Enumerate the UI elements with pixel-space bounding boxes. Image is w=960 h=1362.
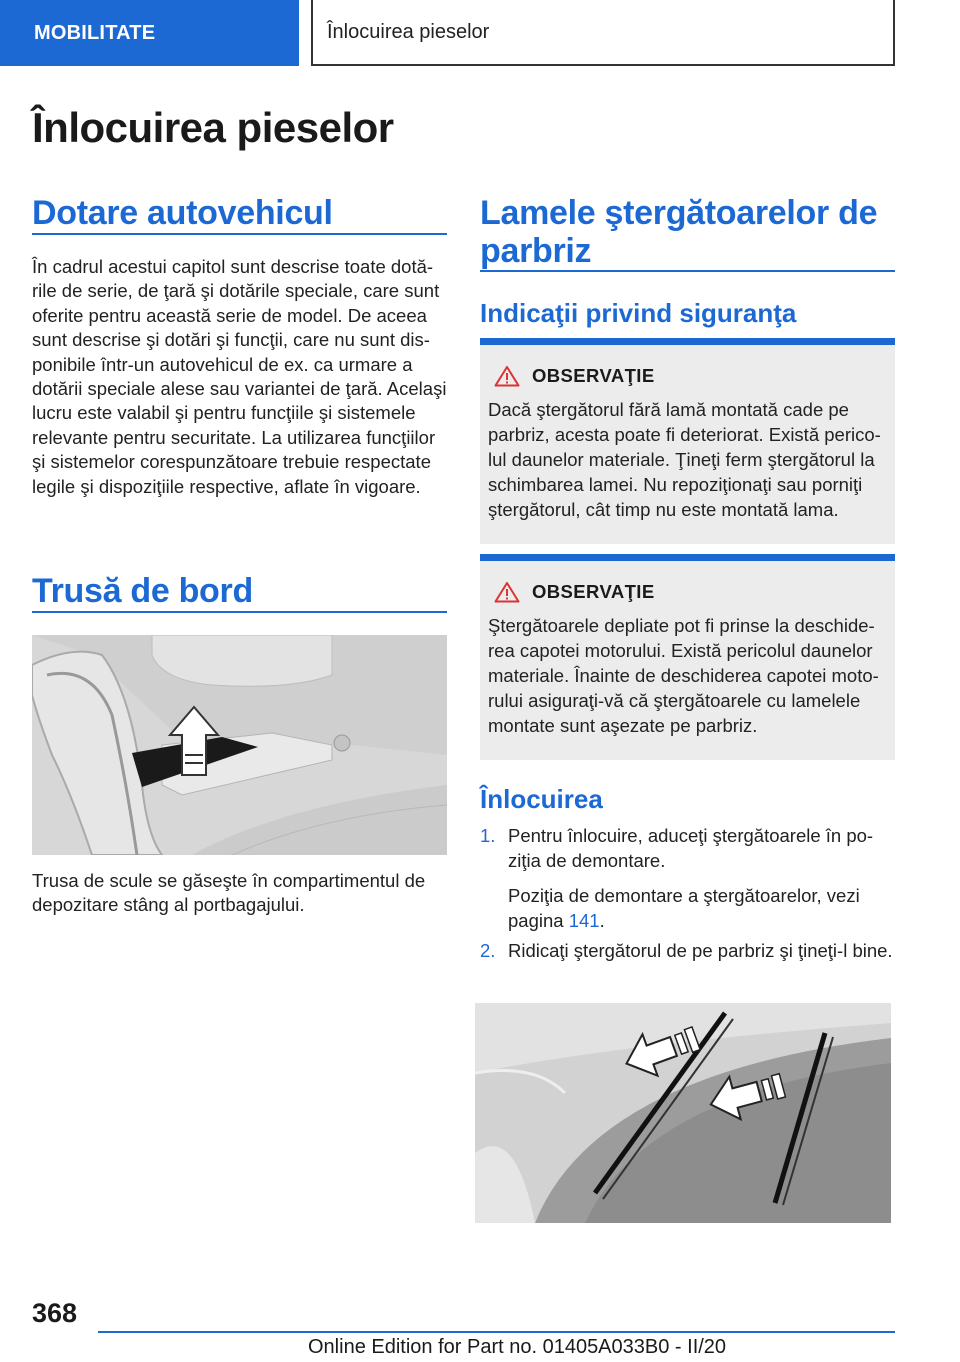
section-heading-dotare: Dotare autovehicul — [32, 194, 333, 232]
trunk-toolkit-illustration — [32, 635, 447, 855]
wiper-illustration — [475, 1003, 891, 1223]
trusa-caption: Trusa de scule se găseşte în compartimentul de depozitare stâng al portbagajului. — [32, 870, 426, 916]
heading-rule — [480, 270, 895, 272]
step-subtext — [508, 883, 895, 933]
page-title: Înlocuirea pieselor — [32, 104, 394, 151]
note-text: Ştergătoarele depliate pot fi prinse la deschiderea capotei motorului. Există pericolul daunelor materiale. Înainte de deschiderea capotei motorului asiguraţi‑vă că ştergătoarele cu lamelele montate sunt aşezate pe parbriz. — [488, 615, 879, 736]
section-tab: MOBILITATE — [0, 0, 299, 66]
section-heading-lamele: Lamele ştergătoarelor de parbriz — [480, 194, 878, 270]
note-title: OBSERVAŢIE — [532, 581, 655, 602]
replace-heading: Înlocuirea — [480, 784, 603, 814]
note-title: OBSERVAŢIE — [532, 365, 655, 386]
edition-line: Online Edition for Part no. 01405A033B0 - II/20 — [308, 1336, 727, 1358]
step-number: 2. — [480, 940, 496, 961]
list-item — [480, 938, 895, 963]
step-text: Pentru înlocuire, aduceţi ştergătoarele în poziţia de demontare. — [508, 825, 874, 871]
page-number: 368 — [32, 1298, 78, 1328]
safety-heading: Indicaţii privind siguranţa — [480, 298, 797, 328]
heading-rule — [32, 233, 447, 235]
step-subtext-suffix: . — [599, 910, 605, 931]
heading-rule — [32, 611, 447, 613]
dotare-paragraph: În cadrul acestui capitol sunt descrise toate dotările de serie, de ţară şi dotările speciale, care sunt oferite pentru această serie de model. De aceea sunt descrise şi dotări şi funcţii, care nu sunt disponibile într‑un autovehicul de ex. ca urmare a dotării speciale alese sau variantei de ţară. Acelaşi lucru este valabil şi pentru funcţiile şi sistemele relevante pentru securitate. La utilizarea funcţiilor şi sistemelor corespunzătoare trebuie respectate legile şi dispoziţiile respective, aflate în vigoare. — [32, 256, 447, 497]
step-number: 1. — [480, 825, 496, 846]
note-text: Dacă ştergătorul fără lamă montată cade pe parbriz, acesta poate fi deteriorat. Există pericolul daunelor materiale. Ţineţi ferm ştergătorul la schimbarea lamei. Nu repoziţionaţi sau porniţi ştergătorul, cât timp nu este montată lama. — [488, 399, 881, 520]
page-link[interactable]: 141 — [568, 910, 600, 931]
chapter-header: Înlocuirea pieselor — [311, 0, 895, 66]
list-item — [480, 823, 895, 933]
step-text: Ridicaţi ştergătorul de pe parbriz şi ţineţi‑l bine. — [508, 940, 893, 961]
warning-triangle-icon — [494, 365, 520, 387]
step-subtext-prefix: Poziţia de demontare a ştergătoarelor, vezi pagina — [508, 885, 860, 931]
footer-rule — [98, 1331, 895, 1333]
warning-triangle-icon — [494, 581, 520, 603]
section-heading-trusa: Trusă de bord — [32, 572, 253, 610]
warning-note — [480, 338, 895, 544]
warning-note — [480, 554, 895, 760]
